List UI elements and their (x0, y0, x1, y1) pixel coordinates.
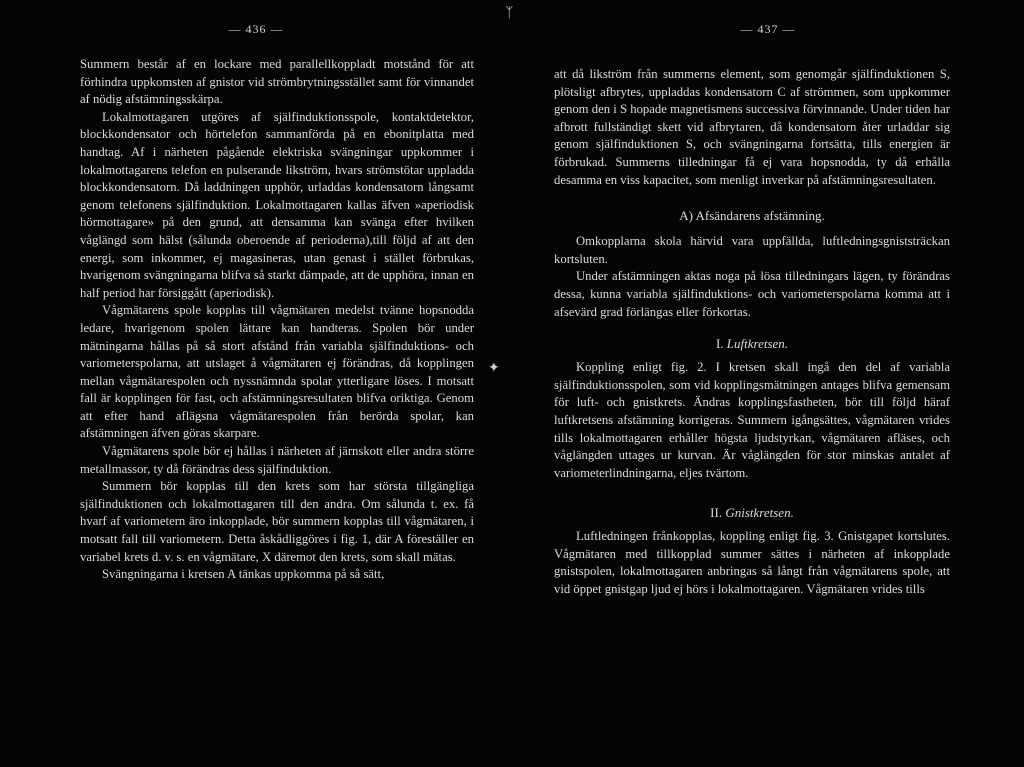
paragraph: Koppling enligt fig. 2. I kretsen skall ingå den del af variabla själfinduktionsspolen, som vid kopplingsmätningen antages blifva gemensam för luft- och gnistkrets. Ändras kopplingsfastheten, bör till följd häraf luftkretsens afstämning korrigeras. Summern igångsättes, vågmätaren vrides tills lokalmottagaren erhåller högsta ljudstyrkan, vågmätaren afläses, och våglängden uttages ur kurvan. Är våglängden för stor minskas antalet af variometerlindningarna, eljes tvärtom. (554, 360, 950, 480)
subsection-heading (554, 504, 950, 522)
paragraph: Vågmätarens spole kopplas till vågmätaren medelst tvänne hopsnodda ledare, hvarigenom spolen lättare kan handteras. Spolen bör under mätningarna hållas på så stort afstånd från variabla själfinduktions- och variometerspolarna, att utslaget å vågmätaren ej förändras, då kopplingen mellan vågmätarespolen och nyssnämnda spolar ytterligare löses. I motsatt fall är kopplingen för fast, och afstämningsresultaten blifva oriktiga. Genom att efter hand aflägsna vågmätarespolen från berörda spolar, kan afstämningen äfven göras skarpare. (80, 303, 474, 441)
paragraph: att då likström från summerns element, som genomgår själfinduktionen S, plötsligt afbrytes, uppladdas kondensatorn C af strömmen, som uppkommer genom den i S hopade magnetismens successiva förvinnande. Under tiden har afbrott fullständigt skett vid afbrytaren, då kondensatorn åter urladdar sig genom själfinduktionen S, och svängningarna fortsätta, tills energien är förbrukad. Summerns tilledningar få ej vara hopsnodda, ty då erhålla desamma en viss kapacitet, som menligt inverkar på afstämningsresultaten. (554, 67, 950, 187)
subsection-title: Luftkretsen. (726, 336, 789, 352)
section-heading: A) Afsändarens afstämning. (679, 208, 825, 224)
left-page-number: — 436 — (228, 22, 284, 36)
paragraph: Summern bör kopplas till den krets som har största tillgängliga själfinduktionen och lokalmottagaren till den andra. Om sålunda t. ex. få hvarf af variometern äro inkopplade, bör summern kopplas till vågmätaren, i motsatt fall till variometern. Detta åskådliggöres i fig. 1, där A föreställer en variabel krets d. v. s. en vågmätare, X däremot den krets, som skall mätas. (80, 479, 474, 564)
left-text-column (80, 56, 474, 584)
paragraph: Lokalmottagaren utgöres af själfinduktionsspole, kontaktdetektor, blockkondensator och hörtelefon sammanförda på en ebonitplatta med handtag. Af i närheten pågående elektriska svängningar uppkommer i lokalmottagarens telefon en pulserande likström, hvars strömstötar uppladda blockkondensatorn. Då laddningen upphör, urladdas kondensatorn långsamt genom telefonens själfinduktion. Lokalmottagaren kallas äfven »aperiodisk hörmottagare» på den grund, att densamma kan svänga efter hvilken våglängd som hälst (sålunda oberoende af perioderna),till följd af att den energi, som inkommer, ej magasineras, utan genast i stället förbrukas, hvarigenom svängningarna blifva så starkt dämpade, att de upphöra, innan en half period har försiggått (aperiodisk). (80, 109, 474, 300)
subsection-number: II. (710, 505, 723, 521)
paragraph: Summern består af en lockare med parallellkoppladt motstånd för att förhindra uppkomsten af gnistor vid strömbrytningsstället samt för vinnandet af nödig afstämningsskärpa. (80, 57, 474, 107)
paragraph: Omkopplarna skola härvid vara uppfällda, luftledningsgniststräckan kortsluten. (554, 234, 950, 266)
paragraph: Vågmätarens spole bör ej hållas i närheten af järnskott eller andra större metallmassor, ty då förändras dess själfinduktion. (80, 444, 474, 476)
scan-mark: ✦ (488, 361, 500, 376)
right-page-number: — 437 — (740, 22, 796, 36)
subsection-heading (554, 335, 950, 353)
paragraph: Luftledningen frånkopplas, koppling enligt fig. 3. Gnistgapet kortslutes. Vågmätaren med tillkopplad summer sättes i närheten af inkopplade gnistspolen, lokalmottagaren anbringas så långt från vågmätarens spole, att vid öppet gnistgap ljud ej hörs i lokalmottagaren. Vågmätaren vrides tills (554, 529, 950, 597)
right-text-column (554, 66, 950, 599)
scan-mark: ᛉ (505, 6, 514, 21)
right-page (512, 0, 1024, 767)
subsection-title: Gnistkretsen. (725, 505, 794, 521)
subsection-number: I. (715, 336, 724, 352)
paragraph: Svängningarna i kretsen A tänkas uppkomma på så sätt, (102, 567, 385, 582)
paragraph: Under afstämningen aktas noga på lösa tilledningars lägen, ty förändras dessa, kunna variabla själfinduktions- och variometerspolarna komma att i afsevärd grad förlängas eller förkortas. (554, 269, 950, 319)
